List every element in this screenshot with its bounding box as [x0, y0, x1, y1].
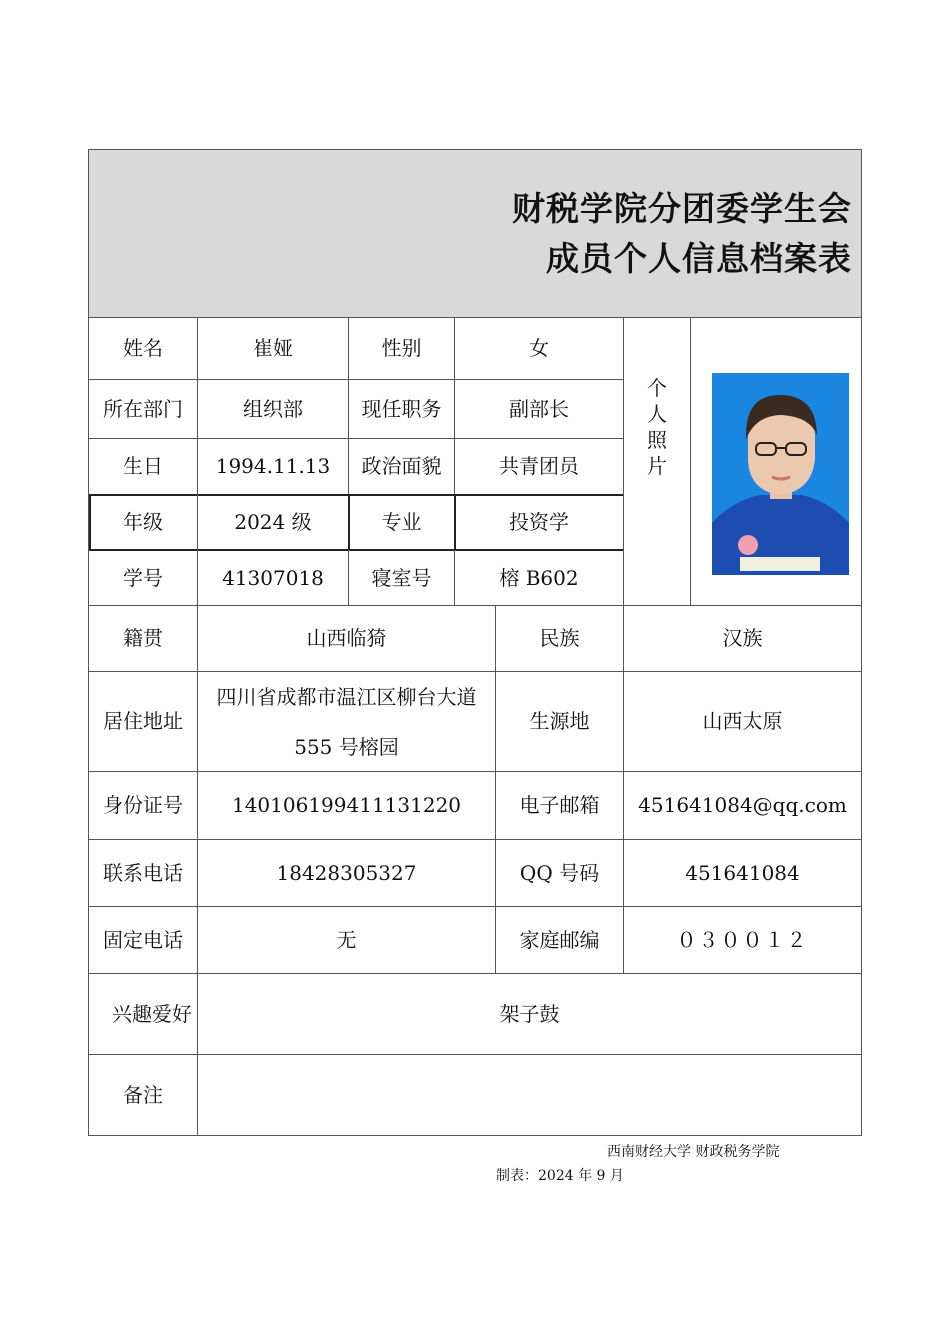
hobby-label: 兴趣爱好	[112, 1001, 192, 1026]
major-value: 投资学	[509, 510, 569, 534]
personal-photo	[712, 373, 849, 575]
origin-label: 生源地	[529, 709, 590, 733]
student-id-label: 学号	[123, 565, 163, 590]
email-value: 451641084@qq.com	[638, 793, 847, 817]
form-header	[89, 150, 861, 318]
id-value: 140106199411131220	[231, 793, 462, 817]
footer-made-date: 制表：2024 年 9 月	[496, 1168, 624, 1184]
origin-value: 山西太原	[702, 709, 783, 733]
name-value: 崔娅	[253, 335, 293, 360]
portrait-image	[712, 373, 849, 575]
hobby-value: 架子鼓	[499, 1001, 560, 1026]
name-label: 姓名	[123, 335, 163, 360]
birthday-value: 1994.11.13	[215, 454, 331, 478]
student-id-value: 41307018	[222, 565, 324, 590]
political-value: 共青团员	[499, 454, 579, 478]
ethnic-value: 汉族	[722, 626, 763, 650]
address-label: 居住地址	[103, 709, 183, 733]
gender-label: 性别	[381, 335, 422, 360]
dorm-label: 寝室号	[371, 565, 432, 590]
email-label: 电子邮箱	[519, 793, 600, 817]
qq-label: QQ 号码	[519, 860, 600, 885]
gender-value: 女	[529, 335, 549, 360]
form-title-line1: 财税学院分团委学生会	[512, 189, 852, 228]
position-value: 副部长	[509, 396, 569, 421]
info-form	[88, 149, 862, 1136]
remark-label: 备注	[123, 1082, 163, 1107]
political-label: 政治面貌	[361, 454, 442, 478]
native-label: 籍贯	[123, 626, 163, 650]
major-label: 专业	[381, 510, 422, 534]
phone-value: 18428305327	[276, 860, 417, 885]
qq-value: 451641084	[685, 860, 800, 885]
dorm-value: 榕 B602	[499, 565, 579, 590]
id-label: 身份证号	[103, 793, 183, 817]
address-value: 四川省成都市温江区柳台大道 555 号榕园	[216, 684, 477, 759]
form-title-line2: 成员个人信息档案表	[546, 239, 852, 278]
grade-value: 2024 级	[234, 510, 312, 534]
ethnic-label: 民族	[539, 626, 580, 650]
photo-label: 个 人 照 片	[647, 376, 667, 478]
postcode-value: ０３００１２	[676, 927, 809, 952]
dept-value: 组织部	[243, 396, 303, 421]
postcode-label: 家庭邮编	[519, 927, 600, 952]
phone-label: 联系电话	[103, 860, 183, 885]
landline-label: 固定电话	[103, 927, 183, 952]
native-value: 山西临猗	[306, 626, 387, 650]
birthday-label: 生日	[123, 454, 163, 478]
dept-label: 所在部门	[103, 396, 183, 421]
footer-institution: 西南财经大学 财政税务学院	[607, 1144, 780, 1160]
position-label: 现任职务	[361, 396, 442, 421]
grade-label: 年级	[123, 510, 163, 534]
remark-value	[198, 1055, 861, 1135]
landline-value: 无	[336, 927, 357, 952]
